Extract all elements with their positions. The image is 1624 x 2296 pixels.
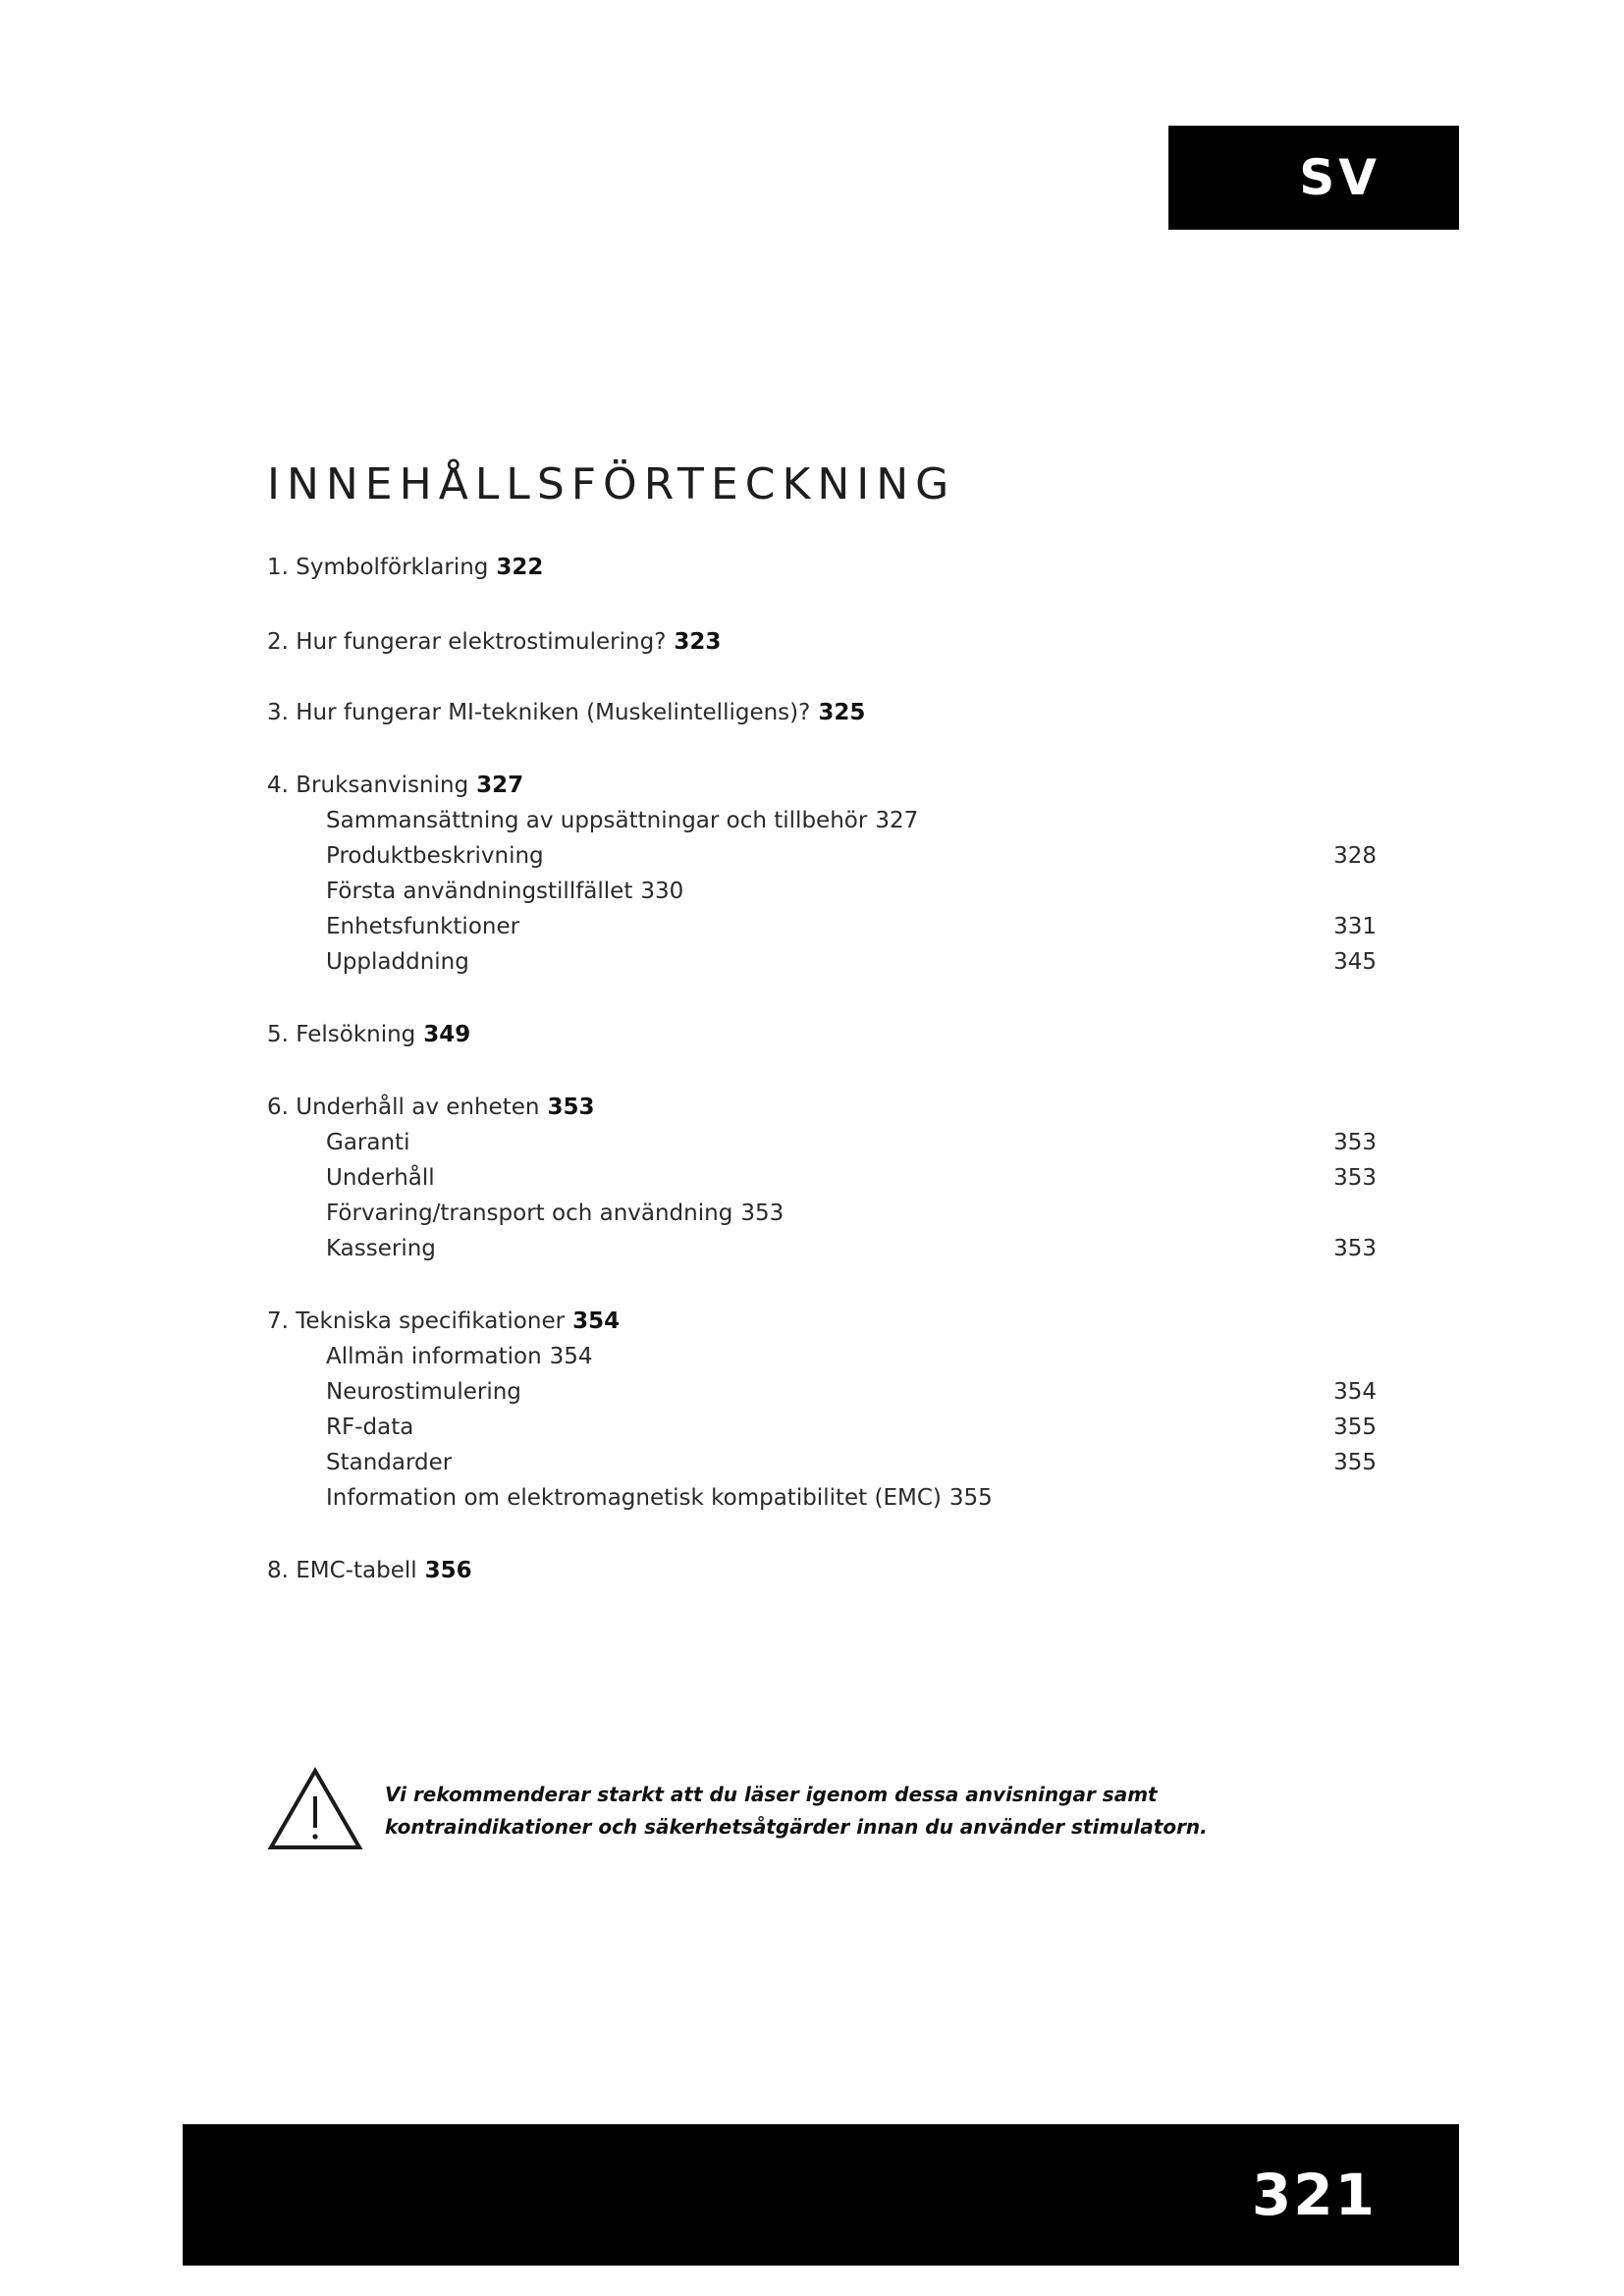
toc-section-heading bbox=[267, 695, 1377, 730]
toc-subitem-label: Uppladdning bbox=[326, 949, 469, 975]
warning-notice bbox=[267, 1763, 1386, 1857]
toc-section-label: 2. Hur fungerar elektrostimulering? bbox=[267, 629, 667, 655]
toc-section-label: 8. EMC-tabell bbox=[267, 1558, 417, 1583]
warning-text: Vi rekommenderar starkt att du läser igenom dessa anvisningar samt kontraindikationer och säkerhetsåtgärder innan du använder stimulatorn. bbox=[385, 1783, 1208, 1839]
toc-section-label: 3. Hur fungerar MI-tekniken (Muskelintelligens)? bbox=[267, 700, 811, 725]
toc-subitem-page: 345 bbox=[1333, 949, 1377, 975]
toc-subitem bbox=[267, 1410, 1377, 1445]
page-number-bar bbox=[183, 2124, 1459, 2266]
toc-subitem-page: 331 bbox=[1333, 914, 1377, 939]
toc-subitem-label: Produktbeskrivning bbox=[326, 843, 544, 869]
toc-section bbox=[267, 1304, 1377, 1516]
toc-subitem-page: 330 bbox=[640, 879, 684, 904]
toc-section-page: 349 bbox=[423, 1022, 471, 1047]
toc-subitem bbox=[267, 1374, 1377, 1410]
toc-section-heading bbox=[267, 768, 1377, 803]
toc-subitem-page: 328 bbox=[1333, 843, 1377, 869]
toc-subitem bbox=[267, 1196, 1377, 1231]
toc-section bbox=[267, 624, 1377, 660]
toc-section-page: 327 bbox=[476, 773, 524, 798]
toc-section-page: 322 bbox=[496, 555, 544, 580]
toc-subitem-label: Garanti bbox=[326, 1130, 410, 1155]
toc-subitem bbox=[267, 803, 1377, 838]
toc-subitem-label: Kassering bbox=[326, 1236, 436, 1261]
toc-section-heading bbox=[267, 1017, 1377, 1052]
toc-subitem bbox=[267, 1339, 1377, 1374]
toc-subitem-page: 355 bbox=[1333, 1450, 1377, 1475]
toc-subitem-label: Enhetsfunktioner bbox=[326, 914, 520, 939]
toc-subitem bbox=[267, 1160, 1377, 1196]
toc-subitem-page: 353 bbox=[1333, 1236, 1377, 1261]
toc-subitem bbox=[267, 1231, 1377, 1266]
toc-subitem bbox=[267, 944, 1377, 980]
toc-subitem-page: 327 bbox=[875, 808, 919, 833]
toc-section-page: 353 bbox=[547, 1095, 595, 1120]
toc-subitem-label: Första användningstillfället bbox=[326, 879, 633, 904]
toc-section-heading bbox=[267, 1304, 1377, 1339]
toc-subitem-page: 353 bbox=[740, 1201, 785, 1226]
toc-section bbox=[267, 1090, 1377, 1266]
toc-subitem-page: 353 bbox=[1333, 1130, 1377, 1155]
toc-subitem-page: 354 bbox=[549, 1344, 593, 1369]
toc-section-heading bbox=[267, 1090, 1377, 1125]
page-number: 321 bbox=[1251, 2162, 1377, 2228]
table-of-contents bbox=[267, 550, 1377, 1588]
language-tab: SV bbox=[1168, 126, 1459, 230]
toc-subitem-label: Allmän information bbox=[326, 1344, 542, 1369]
toc-subitem-page: 355 bbox=[948, 1485, 993, 1511]
toc-section bbox=[267, 695, 1377, 730]
toc-subitem-label: Förvaring/transport och användning bbox=[326, 1201, 733, 1226]
toc-section-page: 354 bbox=[572, 1308, 621, 1334]
toc-section-page: 323 bbox=[674, 629, 722, 655]
toc-section-label: 4. Bruksanvisning bbox=[267, 773, 469, 798]
toc-section-heading bbox=[267, 1553, 1377, 1588]
toc-section-label: 6. Underhåll av enheten bbox=[267, 1095, 540, 1120]
toc-section-page: 325 bbox=[818, 700, 866, 725]
toc-subitem bbox=[267, 874, 1377, 909]
toc-title: INNEHÅLLSFÖRTECKNING bbox=[267, 459, 956, 509]
toc-subitem bbox=[267, 909, 1377, 944]
toc-section bbox=[267, 550, 1377, 585]
toc-subitem-label: Underhåll bbox=[326, 1165, 435, 1191]
toc-subitem-label: RF-data bbox=[326, 1415, 414, 1440]
toc-section-heading bbox=[267, 550, 1377, 585]
toc-section-label: 7. Tekniska specifikationer bbox=[267, 1308, 566, 1334]
toc-subitem-label: Information om elektromagnetisk kompatibilitet (EMC) bbox=[326, 1485, 942, 1511]
warning-triangle-icon bbox=[267, 1767, 363, 1851]
toc-subitem-page: 354 bbox=[1333, 1379, 1377, 1405]
toc-section-page: 356 bbox=[424, 1558, 472, 1583]
toc-subitem-label: Standarder bbox=[326, 1450, 453, 1475]
toc-subitem bbox=[267, 1445, 1377, 1480]
toc-section bbox=[267, 1017, 1377, 1052]
toc-section-label: 5. Felsökning bbox=[267, 1022, 416, 1047]
toc-subitem-page: 353 bbox=[1333, 1165, 1377, 1191]
toc-subitem bbox=[267, 1480, 1377, 1516]
toc-subitem-label: Neurostimulering bbox=[326, 1379, 521, 1405]
toc-subitem bbox=[267, 1125, 1377, 1160]
toc-section-heading bbox=[267, 624, 1377, 660]
toc-section bbox=[267, 1553, 1377, 1588]
toc-subitem-page: 355 bbox=[1333, 1415, 1377, 1440]
toc-subitem-label: Sammansättning av uppsättningar och tillbehör bbox=[326, 808, 868, 833]
toc-section-label: 1. Symbolförklaring bbox=[267, 555, 489, 580]
toc-section bbox=[267, 768, 1377, 980]
toc-subitem bbox=[267, 838, 1377, 874]
